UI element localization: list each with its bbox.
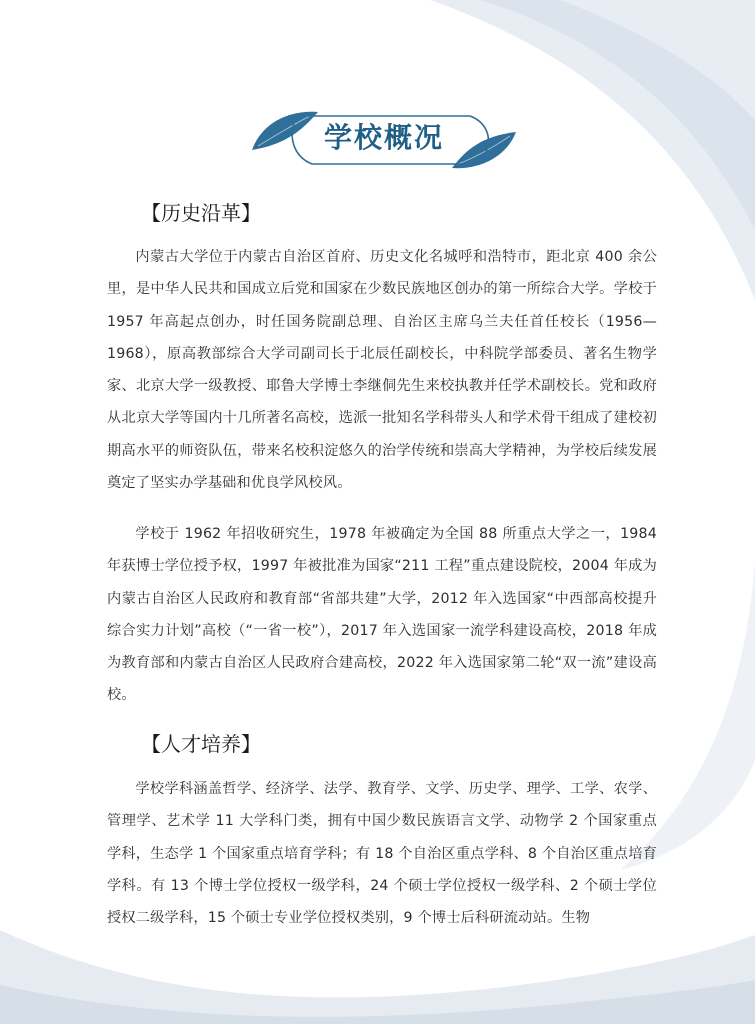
section-heading-talent: 【人才培养】 bbox=[141, 732, 261, 756]
paragraph-talent-1: 学校学科涵盖哲学、经济学、法学、教育学、文学、历史学、理学、工学、农学、管理学、艺术学 11 大学科门类，拥有中国少数民族语言文学、动物学 2 个国家重点学科，生态学 1 个国家重点培育学科；有 18 个自治区重点学科、8 个自治区重点培育学科。有 13 个博士学位授权一级学科，24 个硕士学位授权一级学科、2 个硕士学位授权二级学科，15 个硕士专业学位授权类别，9 个博士后科研流动站。生物 bbox=[107, 781, 657, 927]
paragraph-history-2: 学校于 1962 年招收研究生，1978 年被确定为全国 88 所重点大学之一，1984 年获博士学位授予权，1997 年被批准为国家“211 工程”重点建设院校，2004 年成为内蒙古自治区人民政府和教育部“省部共建”大学，2012 年入选国家“中西部高校提升综合实力计划”高校（“一省一校”），2017 年入选国家一流学科建设高校，2018 年成为教育部和内蒙古自治区人民政府合建高校，2022 年入选国家第二轮“双一流”建设高校。 bbox=[107, 526, 657, 704]
title-banner bbox=[248, 104, 520, 174]
section-heading-history: 【历史沿革】 bbox=[141, 201, 261, 225]
paragraph-history-1: 内蒙古大学位于内蒙古自治区首府、历史文化名城呼和浩特市，距北京 400 余公里，是中华人民共和国成立后党和国家在少数民族地区创办的第一所综合大学。学校于 1957 年高起点创办，时任国务院副总理、自治区主席乌兰夫任首任校长（1956—1968），原高教部综合大学司副司长于北辰任副校长，中科院学部委员、著名生物学家、北京大学一级教授、耶鲁大学博士李继侗先生来校执教并任学术副校长。党和政府从北京大学等国内十几所著名高校，选派一批知名学科带头人和学术骨干组成了建校初期高水平的师资队伍，带来名校积淀悠久的治学传统和崇高大学精神，为学校后续发展奠定了坚实办学基础和优良学风校风。 bbox=[107, 249, 657, 492]
page-title: 学校概况 bbox=[323, 121, 444, 154]
